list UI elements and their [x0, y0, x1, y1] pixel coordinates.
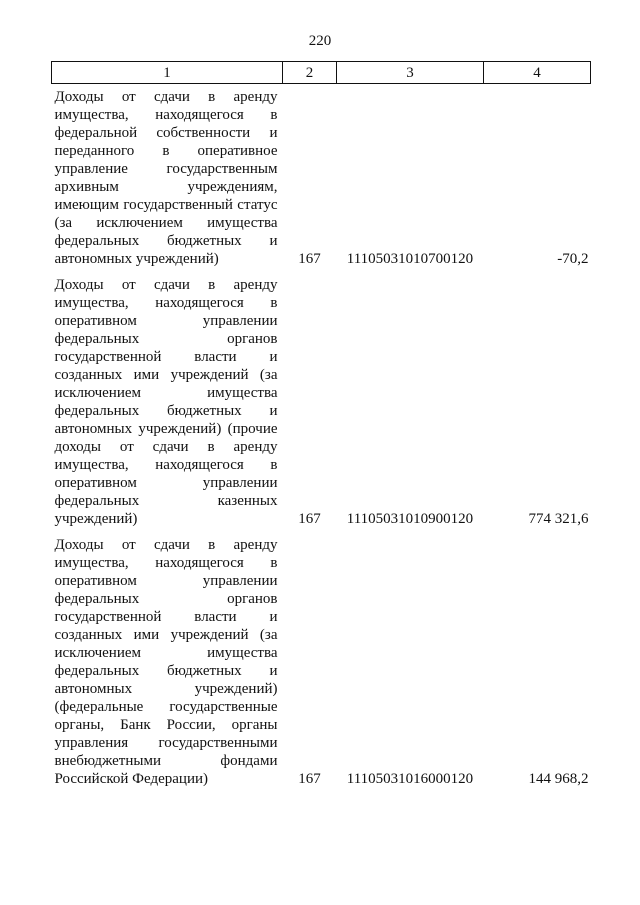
- table-row: [52, 84, 591, 273]
- page-number: 220: [308, 33, 332, 49]
- table-row: [52, 272, 591, 532]
- row-description: Доходы от сдачи в аренду имущества, находящегося в оперативном управлении федеральных органов государственной власти и созданных ими учреждений (за исключением имущества федеральных бюджетных и автономных учреждений) (прочие доходы от сдачи в аренду имущества, находящегося в оперативном управлении федеральных казенных учреждений): [54, 277, 278, 527]
- table-row: [52, 532, 591, 792]
- row-admin-code: 167: [298, 251, 321, 267]
- row-description: Доходы от сдачи в аренду имущества, находящегося в оперативном управлении федеральных органов государственной власти и созданных ими учреждений (за исключением имущества федеральных бюджетных и автономных учреждений) (федеральные государственные органы, Банк России, органы управления государственными внебюджетными фондами Российской Федерации): [54, 537, 278, 787]
- table-header-row: [52, 62, 591, 84]
- row-admin-code: 167: [298, 771, 321, 787]
- row-description: Доходы от сдачи в аренду имущества, находящегося в федеральной собственности и переданного в оперативное управление государственным архивным учреждениям, имеющим государственный статус (за исключением имущества федеральных бюджетных и автономных учреждений): [54, 89, 278, 267]
- row-admin-code: 167: [298, 511, 321, 527]
- column-header-2: 2: [283, 62, 337, 84]
- row-amount: 144 968,2: [528, 771, 589, 787]
- row-classification-code: 11105031010700120: [346, 251, 474, 267]
- column-header-3: 3: [337, 62, 484, 84]
- row-amount: 774 321,6: [528, 511, 589, 527]
- row-classification-code: 11105031010900120: [346, 511, 474, 527]
- row-amount: -70,2: [557, 251, 589, 267]
- column-header-4: 4: [484, 62, 591, 84]
- row-classification-code: 11105031016000120: [346, 771, 474, 787]
- column-header-1: 1: [52, 62, 283, 84]
- revenue-table: [51, 61, 591, 792]
